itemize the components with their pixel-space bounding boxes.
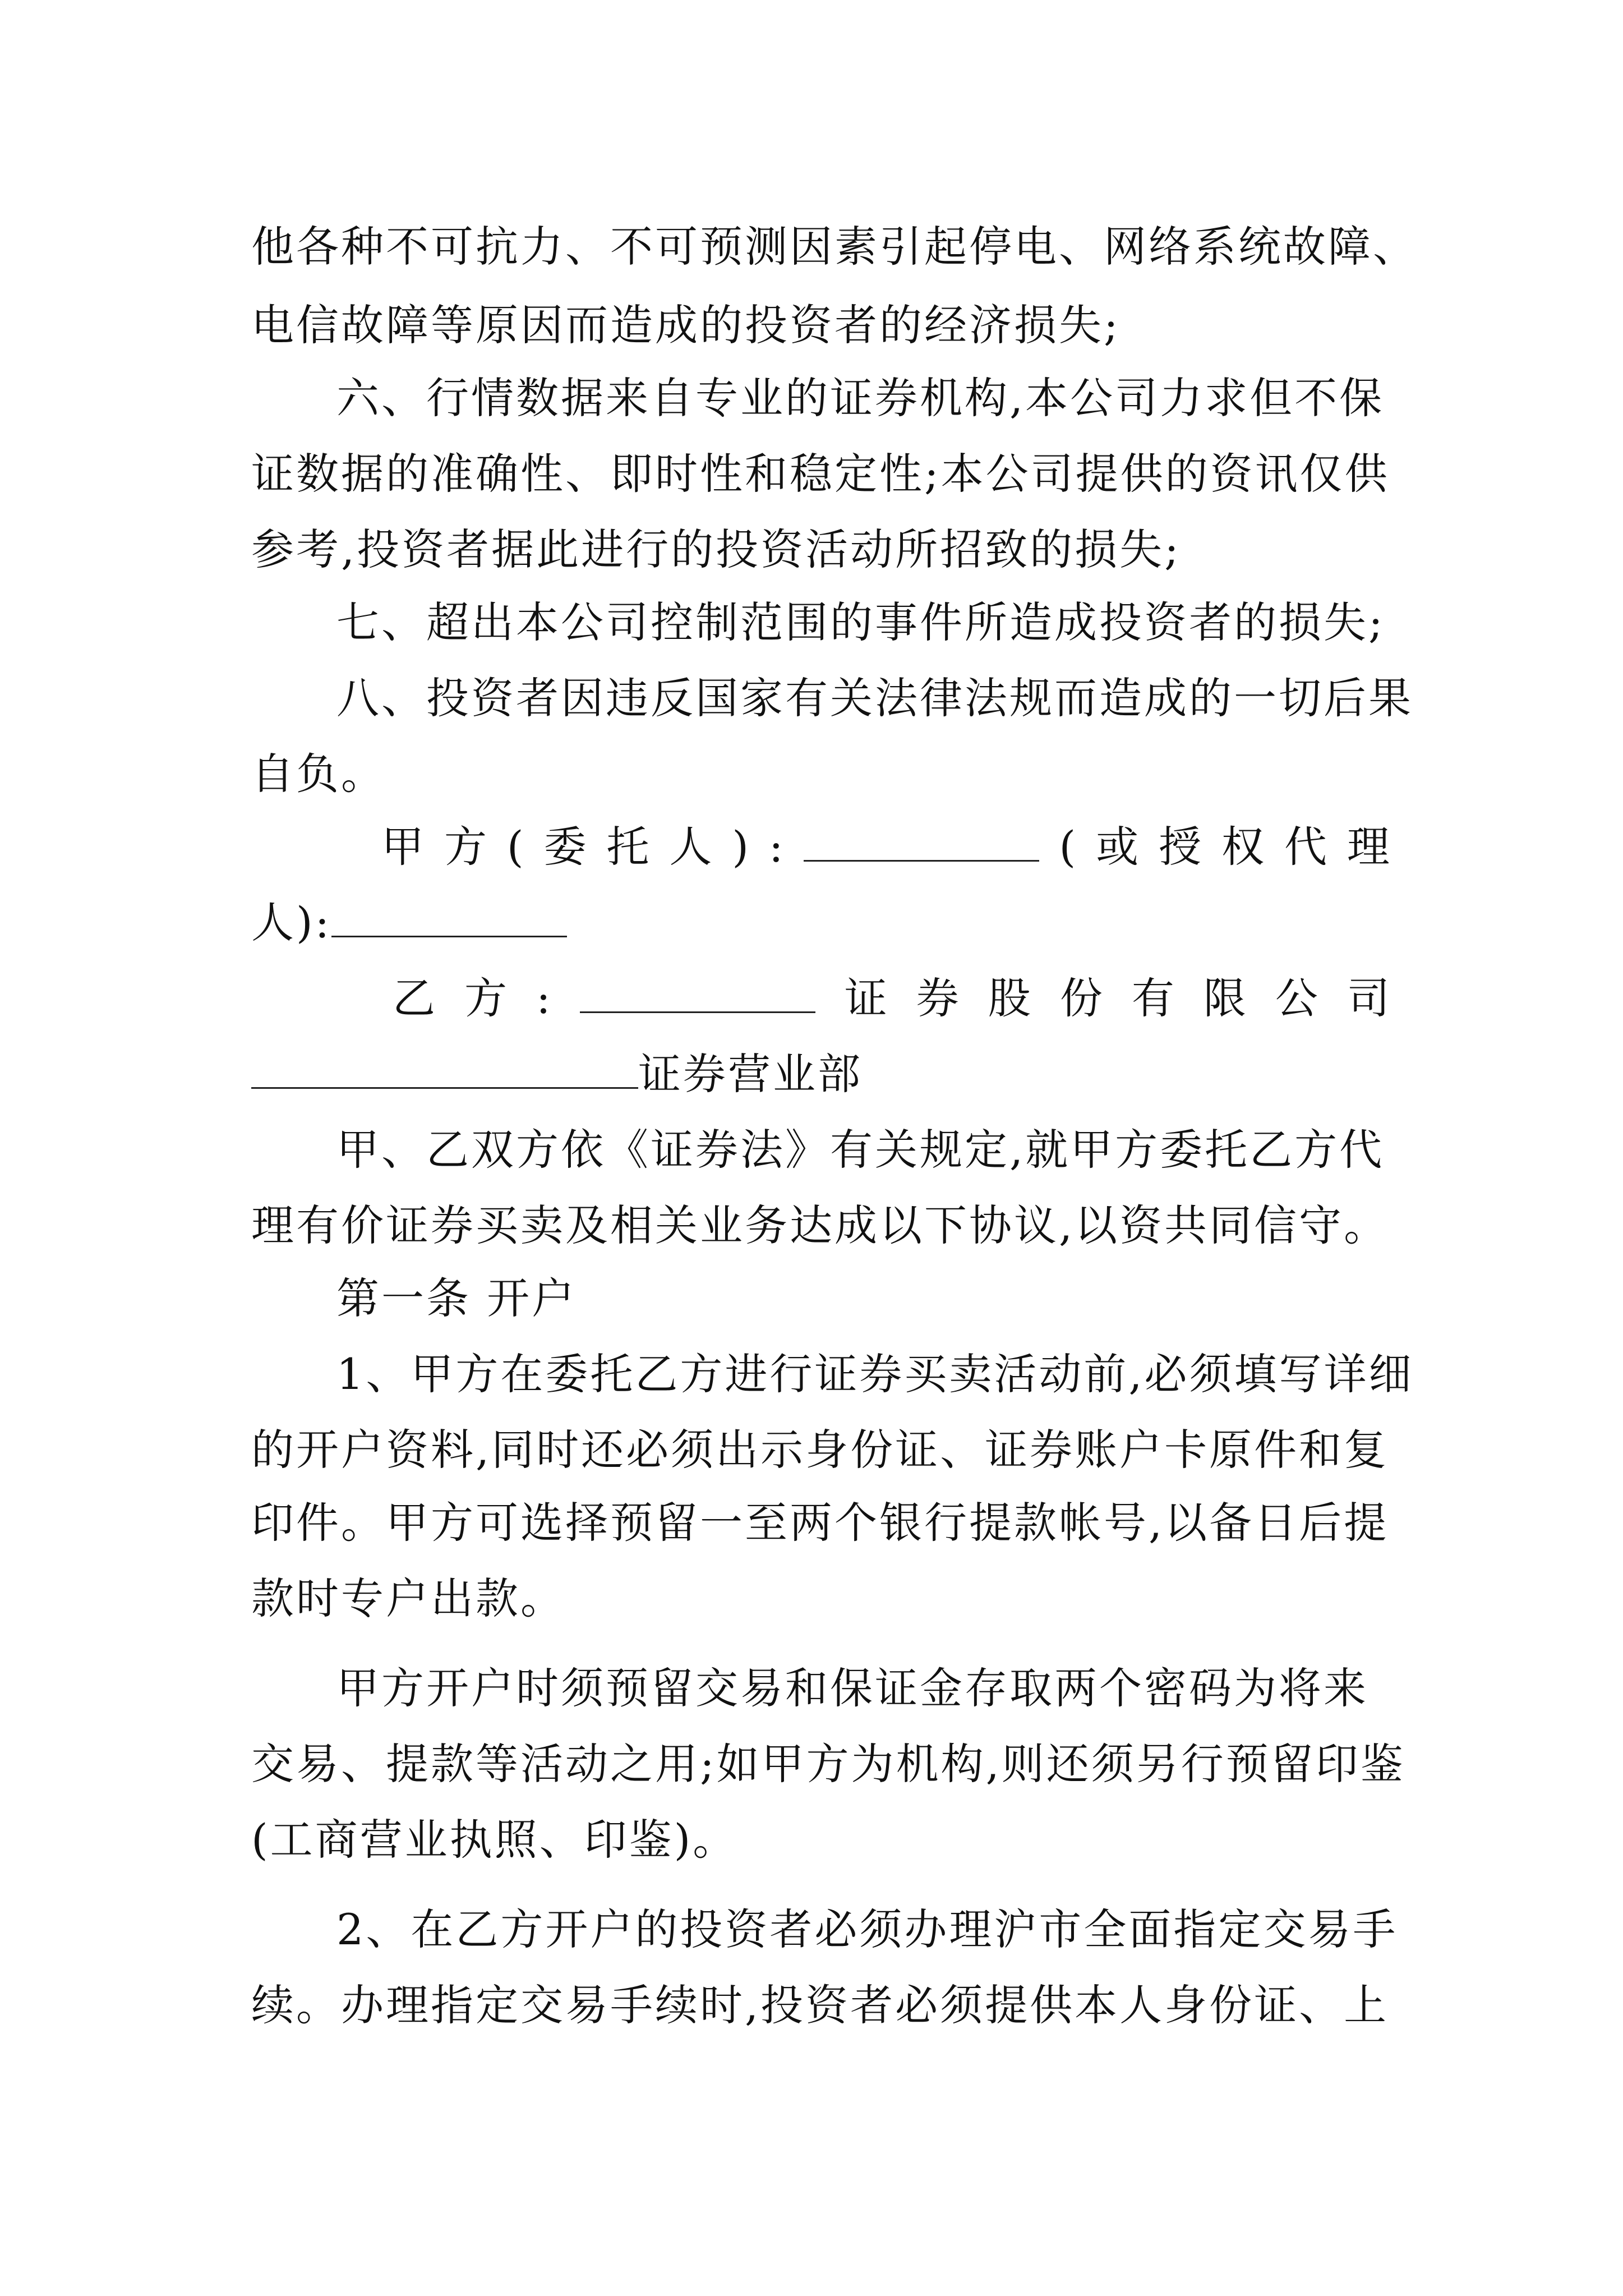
party-a-char: ) xyxy=(732,822,749,872)
text-line: 续。办理指定交易手续时,投资者必须提供本人身份证、上 xyxy=(251,1980,1389,2030)
text-line: 甲、乙双方依《证券法》有关规定,就甲方委托乙方代 xyxy=(336,1125,1385,1175)
party-b-char: 乙 xyxy=(393,973,435,1023)
party-b-char: 股 xyxy=(988,973,1031,1023)
party-a-char: 代 xyxy=(1284,822,1327,872)
party-a-char: 授 xyxy=(1159,822,1202,872)
party-b-char: : xyxy=(536,973,551,1023)
party-b-char: 公 xyxy=(1275,973,1318,1023)
party-a-char: 委 xyxy=(543,822,587,872)
party-b-char: 方 xyxy=(464,973,508,1023)
text-line: 六、行情数据来自专业的证券机构,本公司力求但不保 xyxy=(336,373,1385,423)
party-a-line xyxy=(381,819,1390,875)
party-a-char: 托 xyxy=(606,822,649,872)
party-b-char: 券 xyxy=(916,973,959,1023)
text-line: 电信故障等原因而造成的投资者的经济损失; xyxy=(251,300,1121,350)
text-line: 理有价证券买卖及相关业务达成以下协议,以资共同信守。 xyxy=(251,1200,1389,1250)
text-line: 交易、提款等活动之用;如甲方为机构,则还须另行预留印鉴 xyxy=(251,1739,1405,1789)
text-line: 七、超出本公司控制范围的事件所造成投资者的损失; xyxy=(336,597,1385,647)
party-a-line-2 xyxy=(251,895,1390,951)
party-a-char: 权 xyxy=(1221,822,1265,872)
text-line: 自负。 xyxy=(251,749,386,799)
party-b-line-2 xyxy=(251,1046,1390,1102)
party-a-signature-blank[interactable] xyxy=(804,826,1039,862)
text-line: 证数据的准确性、即时性和稳定性;本公司提供的资讯仅供 xyxy=(251,449,1390,499)
text-line: 1、甲方在委托乙方进行证券买卖活动前,必须填写详细 xyxy=(336,1349,1414,1399)
text-line: (工商营业执照、印鉴)。 xyxy=(251,1815,738,1865)
party-b-branch-blank[interactable] xyxy=(251,1053,638,1089)
party-a-agent-blank[interactable] xyxy=(331,902,567,937)
text-line: 参考,投资者据此进行的投资活动所招致的损失; xyxy=(251,524,1181,574)
party-a-char: 甲 xyxy=(381,822,424,872)
party-b-char: 份 xyxy=(1059,973,1103,1023)
party-a-char: : xyxy=(768,822,783,872)
party-a-char: 人 xyxy=(669,822,712,872)
text-line: 甲方开户时须预留交易和保证金存取两个密码为将来 xyxy=(336,1663,1368,1713)
text-line: 八、投资者因违反国家有关法律法规而造成的一切后果 xyxy=(336,673,1413,723)
party-b-char: 限 xyxy=(1203,973,1246,1023)
text-line: 的开户资料,同时还必须出示身份证、证券账户卡原件和复 xyxy=(251,1425,1389,1475)
party-b-char: 有 xyxy=(1131,973,1174,1023)
party-b-line xyxy=(393,970,1390,1027)
party-b-branch-label: 证券营业部 xyxy=(638,1049,863,1099)
party-b-char: 证 xyxy=(844,973,887,1023)
text-line: 他各种不可抗力、不可预测因素引起停电、网络系统故障、 xyxy=(251,222,1418,272)
party-a-char: 方 xyxy=(444,822,487,872)
section-heading: 第一条 开户 xyxy=(336,1273,577,1323)
party-b-company-blank[interactable] xyxy=(580,978,815,1013)
party-b-char: 司 xyxy=(1347,973,1390,1023)
text-line: 2、在乙方开户的投资者必须办理沪市全面指定交易手 xyxy=(336,1904,1398,1954)
party-a-char: 或 xyxy=(1096,822,1139,872)
party-a-char: ( xyxy=(506,822,524,872)
party-a-agent-label: 人): xyxy=(251,898,332,947)
text-line: 印件。甲方可选择预留一至两个银行提款帐号,以备日后提 xyxy=(251,1498,1389,1548)
text-line: 款时专户出款。 xyxy=(251,1573,565,1623)
party-a-char: 理 xyxy=(1347,822,1390,872)
party-a-char: ( xyxy=(1059,822,1076,872)
